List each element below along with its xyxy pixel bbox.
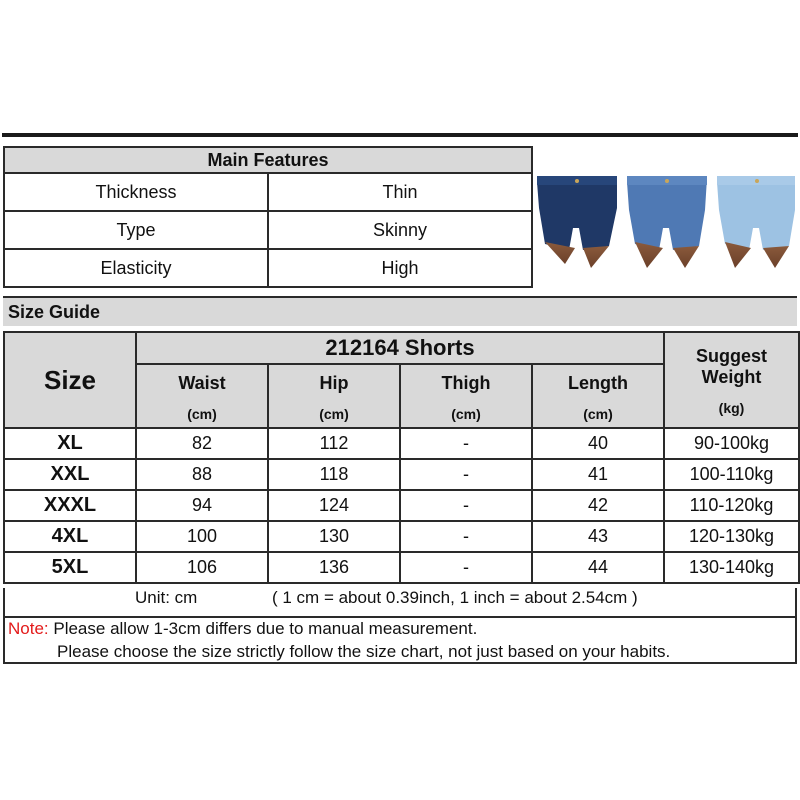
thigh-cell: - xyxy=(400,490,532,521)
waist-cell: 82 xyxy=(136,428,268,459)
column-title: Hip xyxy=(319,372,349,393)
column-unit: (cm) xyxy=(319,405,349,422)
medium-denim-shorts xyxy=(627,176,707,268)
table-row xyxy=(4,459,799,490)
feature-key: Thickness xyxy=(4,173,268,211)
size-guide-header xyxy=(3,296,797,326)
feature-value: High xyxy=(268,249,532,287)
unit-conversion: ( 1 cm = about 0.39inch, 1 inch = about 2.54cm ) xyxy=(272,588,638,607)
size-column-header: Size xyxy=(4,332,136,428)
column-unit: (cm) xyxy=(583,405,613,422)
hip-cell: 118 xyxy=(268,459,400,490)
length-cell: 42 xyxy=(532,490,664,521)
weight-cell: 110-120kg xyxy=(664,490,799,521)
feature-row xyxy=(4,249,532,287)
main-features-table xyxy=(3,146,533,288)
hip-cell: 136 xyxy=(268,552,400,583)
waist-cell: 106 xyxy=(136,552,268,583)
length-cell: 41 xyxy=(532,459,664,490)
hip-cell: 124 xyxy=(268,490,400,521)
table-row xyxy=(4,490,799,521)
product-title: 212164 Shorts xyxy=(136,332,664,364)
unit-label: Unit: cm xyxy=(135,588,198,607)
thigh-cell: - xyxy=(400,552,532,583)
hip-cell: 112 xyxy=(268,428,400,459)
size-cell: 5XL xyxy=(4,552,136,583)
weight-cell: 120-130kg xyxy=(664,521,799,552)
waist-cell: 100 xyxy=(136,521,268,552)
waist-column-header xyxy=(136,364,268,428)
feature-key: Type xyxy=(4,211,268,249)
thigh-cell: - xyxy=(400,428,532,459)
length-cell: 40 xyxy=(532,428,664,459)
size-cell: XXXL xyxy=(4,490,136,521)
feature-value: Skinny xyxy=(268,211,532,249)
column-unit: (cm) xyxy=(451,405,481,422)
table-row xyxy=(4,552,799,583)
thigh-cell: - xyxy=(400,459,532,490)
size-cell: XL xyxy=(4,428,136,459)
unit-row xyxy=(3,588,797,616)
thigh-cell: - xyxy=(400,521,532,552)
weight-header-label: Suggest Weight xyxy=(696,346,768,387)
hip-column-header xyxy=(268,364,400,428)
size-guide-label: Size Guide xyxy=(8,302,101,322)
weight-cell: 100-110kg xyxy=(664,459,799,490)
feature-row xyxy=(4,173,532,211)
column-title: Length xyxy=(568,372,628,393)
main-features-title: Main Features xyxy=(4,147,532,173)
note-box xyxy=(3,616,797,664)
weight-column-header xyxy=(664,332,799,428)
column-unit: (cm) xyxy=(187,405,217,422)
top-divider xyxy=(2,133,798,137)
product-photo xyxy=(535,168,797,278)
light-denim-shorts xyxy=(717,176,795,268)
weight-cell: 90-100kg xyxy=(664,428,799,459)
note-line-1 xyxy=(8,619,477,639)
note-tag: Note: xyxy=(8,619,49,638)
note-line-2: Please choose the size strictly follow the size chart, not just based on your habits. xyxy=(57,642,671,661)
length-cell: 43 xyxy=(532,521,664,552)
column-title: Thigh xyxy=(441,372,491,393)
size-cell: XXL xyxy=(4,459,136,490)
thigh-column-header xyxy=(400,364,532,428)
feature-value: Thin xyxy=(268,173,532,211)
hip-cell: 130 xyxy=(268,521,400,552)
waist-cell: 88 xyxy=(136,459,268,490)
weight-header-unit: (kg) xyxy=(718,400,745,416)
feature-key: Elasticity xyxy=(4,249,268,287)
length-column-header xyxy=(532,364,664,428)
weight-cell: 130-140kg xyxy=(664,552,799,583)
length-cell: 44 xyxy=(532,552,664,583)
table-row xyxy=(4,428,799,459)
column-title: Waist xyxy=(178,372,226,393)
waist-cell: 94 xyxy=(136,490,268,521)
feature-row xyxy=(4,211,532,249)
table-row xyxy=(4,521,799,552)
size-chart-table xyxy=(3,331,800,584)
size-cell: 4XL xyxy=(4,521,136,552)
note-text-1: Please allow 1-3cm differs due to manual measurement. xyxy=(48,619,478,638)
dark-denim-shorts xyxy=(537,176,617,268)
